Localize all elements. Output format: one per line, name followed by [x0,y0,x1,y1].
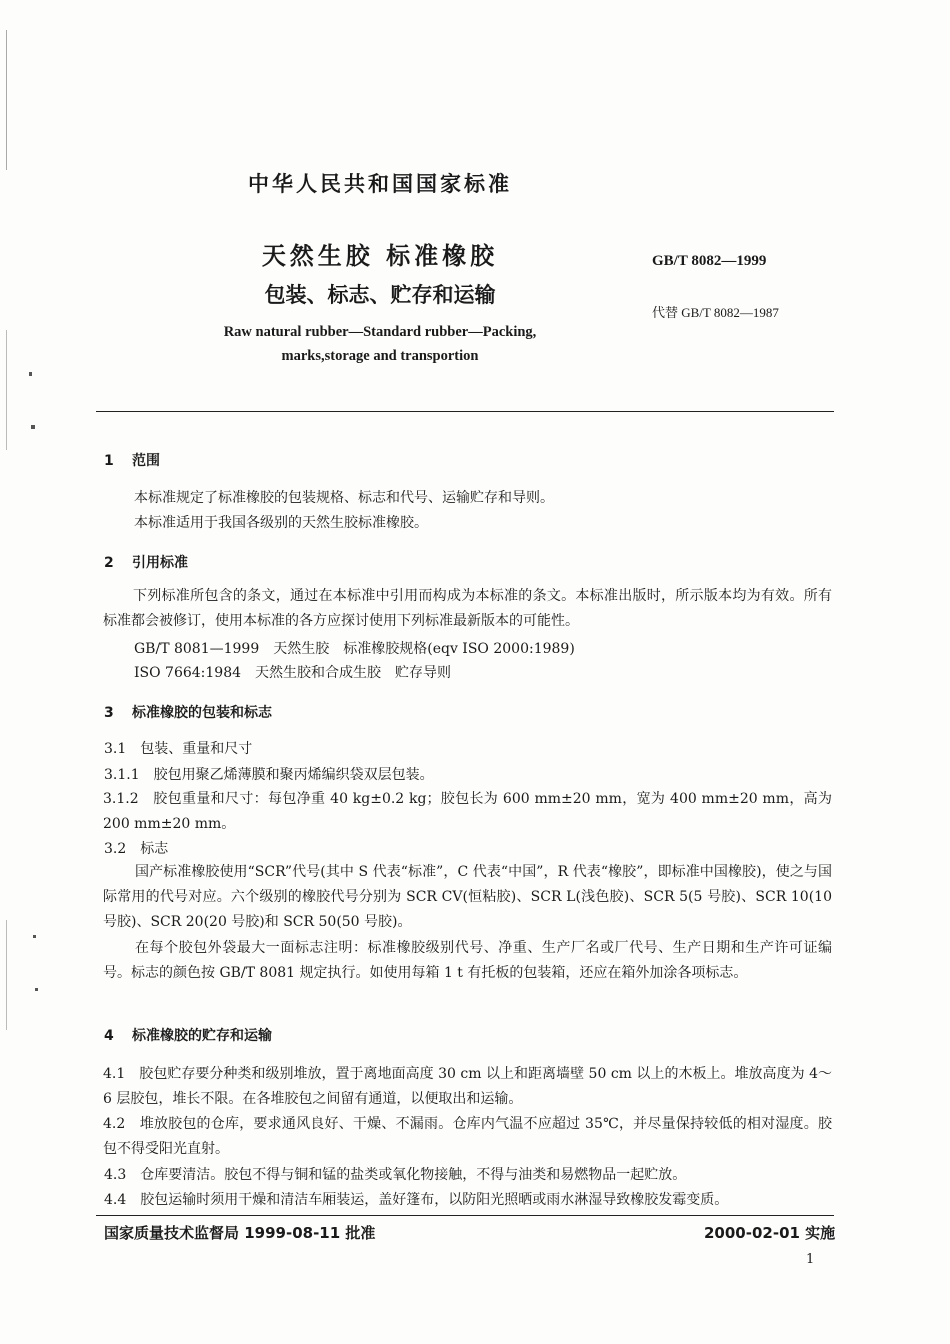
scan-artifact [35,988,38,991]
section-number: 4 [104,1028,114,1044]
section-title: 范围 [132,453,160,469]
clause-3-2-para-1: 国产标准橡胶使用“SCR”代号(其中 S 代表“标准”，C 代表“中国”，R 代表“橡胶”，即标准中国橡胶)，使之与国际常用的代号对应。六个级别的橡胶代号分别为 SCR CV(恒粘胶)、SCR L(浅色胶)、SCR 5(5 号胶)、SCR 10(10 号胶)、SCR 20(20 号胶)和 SCR 50(50 号胶)。 [103,864,832,930]
page-number: 1 [806,1252,815,1267]
clause-3-1-2: 3.1.2 胶包重量和尺寸：每包净重 40 kg±0.2 kg；胶包长为 600 mm±20 mm，宽为 400 mm±20 mm，高为 200 mm±20 mm。 [103,791,832,832]
section-1-heading [104,450,160,470]
national-standard-heading: 中华人民共和国国家标准 [248,172,512,196]
standard-code: GB/T 8082—1999 [652,253,767,269]
clause-4-1: 4.1 胶包贮存要分种类和级别堆放，置于离地面高度 30 cm 以上和距离墙壁 50 cm 以上的木板上。堆放高度为 4～6 层胶包，堆长不限。在各堆胶包之间留有通道，以便取出和运输。 [103,1066,832,1107]
clause-3-2: 3.2 标志 [104,841,169,857]
clause-4-3: 4.3 仓库要清洁。胶包不得与铜和锰的盐类或氧化物接触，不得与油类和易燃物品一起贮放。 [104,1167,687,1183]
section-number: 2 [104,555,114,571]
clause-3-1: 3.1 包装、重量和尺寸 [104,741,253,757]
section-1-para-2: 本标准适用于我国各级别的天然生胶标准橡胶。 [134,515,428,531]
scan-artifact [31,425,35,429]
english-title-line-1: Raw natural rubber—Standard rubber—Packing, [223,324,537,340]
section-2-heading [104,552,188,572]
clause-3-1-1: 3.1.1 胶包用聚乙烯薄膜和聚丙烯编织袋双层包装。 [104,767,434,783]
title-line-1: 天然生胶 标准橡胶 [261,242,499,270]
reference-1: GB/T 8081—1999 天然生胶 标准橡胶规格(eqv ISO 2000:1989) [134,641,575,657]
section-1-para-1: 本标准规定了标准橡胶的包装规格、标志和代号、运输贮存和导则。 [134,490,554,506]
scan-artifact [6,920,7,1030]
clause-4-4: 4.4 胶包运输时须用干燥和清洁车厢装运，盖好篷布，以防阳光照晒或雨水淋湿导致橡胶发霉变质。 [104,1192,729,1208]
section-title: 引用标准 [132,555,188,571]
implementation-date: 2000-02-01 实施 [704,1224,836,1242]
section-number: 1 [104,453,114,469]
reference-2: ISO 7664:1984 天然生胶和合成生胶 贮存导则 [134,665,452,681]
section-title: 标准橡胶的贮存和运输 [132,1028,272,1044]
header-divider [96,411,834,412]
english-title-line-2: marks,storage and transportion [281,348,479,364]
footer-divider [96,1215,834,1216]
replaces-standard: 代替 GB/T 8082—1987 [652,305,779,320]
section-number: 3 [104,705,114,721]
section-3-heading [104,702,272,722]
section-4-heading [104,1025,272,1045]
section-2-para-1: 下列标准所包含的条文，通过在本标准中引用而构成为本标准的条文。本标准出版时，所示版本均为有效。所有标准都会被修订，使用本标准的各方应探讨使用下列标准最新版本的可能性。 [103,588,832,629]
scan-artifact [33,935,36,938]
title-line-2: 包装、标志、贮存和运输 [264,283,496,307]
clause-3-2-para-2: 在每个胶包外袋最大一面标志注明：标准橡胶级别代号、净重、生产厂名或厂代号、生产日期和生产许可证编号。标志的颜色按 GB/T 8081 规定执行。如使用每箱 1 t 有托板的包装箱，还应在箱外加涂各项标志。 [103,940,832,981]
approval-date: 国家质量技术监督局 1999-08-11 批准 [104,1224,376,1242]
scan-artifact [6,30,7,170]
section-title: 标准橡胶的包装和标志 [132,705,272,721]
clause-4-2: 4.2 堆放胶包的仓库，要求通风良好、干燥、不漏雨。仓库内气温不应超过 35℃，并尽量保持较低的相对湿度。胶包不得受阳光直射。 [103,1116,832,1157]
scan-artifact [29,372,32,376]
